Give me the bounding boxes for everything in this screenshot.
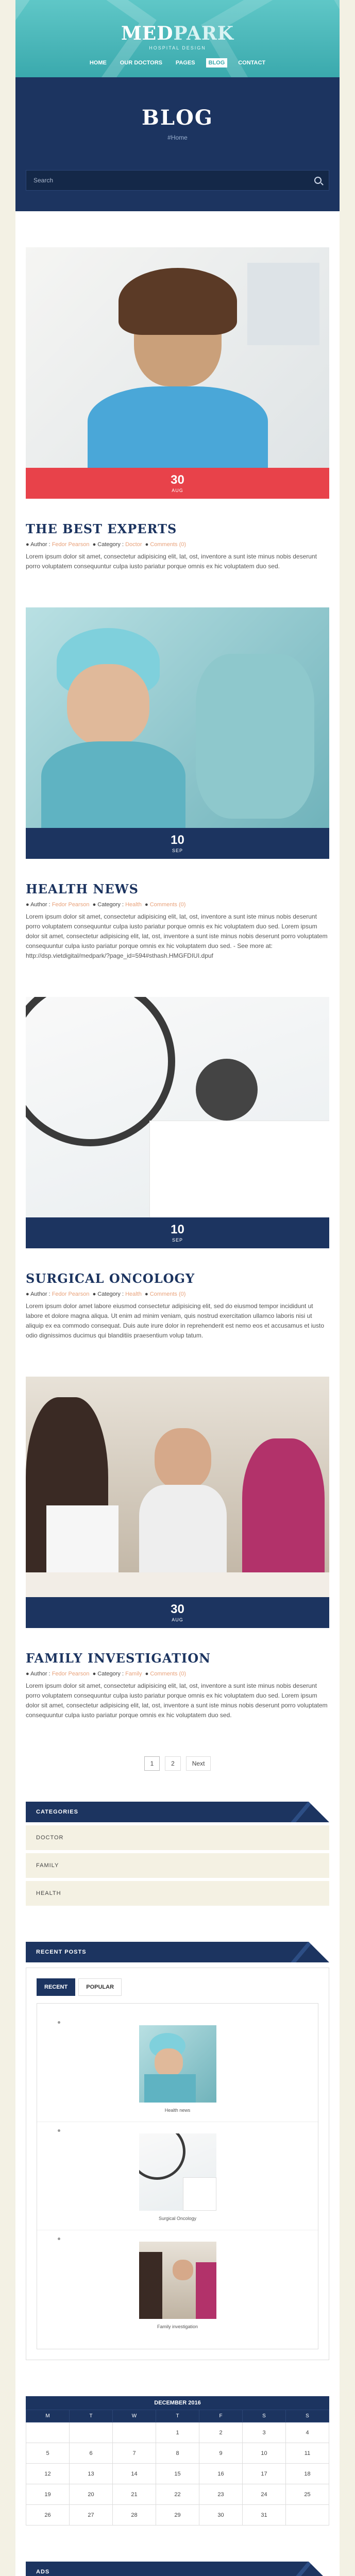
logo-text-2: PARK (173, 23, 234, 44)
widget-title-text: ADS (36, 2569, 50, 2575)
bullet-icon (58, 2238, 60, 2240)
category-item-family[interactable]: FAMILY (26, 1853, 329, 1878)
post-excerpt: Lorem ipsum dolor sit amet, consectetur adipisicing elit, lat, ost, inventore a sunt iste minus nobis deserunt porro voluptatem consequuntur culpa iusto pariatur porque omnis ex hic voluptatem duo sed. Lorem ipsum dolor sit amet, consectetur adipisicing elit, lat, ost, inventore a sunt iste minus nobis deserunt porro voluptatem consequuntur culpa iusto pariatur porque omnis ex hic voluptatem duo sed. - See more at: http://dsp.vietdigital/medpark/?page_id=594#sthash.HMGFDIUI.dpuf (26, 913, 328, 959)
calendar-day: 16 (199, 2464, 243, 2484)
category-link[interactable]: Doctor (125, 541, 142, 548)
calendar-day (286, 2505, 329, 2526)
post-day: 10 (171, 833, 184, 847)
blog-post (26, 1377, 329, 1720)
author-label: Author : (30, 541, 50, 548)
widget-title (26, 2562, 329, 2576)
comments-link[interactable]: Comments (0) (149, 902, 186, 908)
weekday-header: F (199, 2410, 243, 2422)
post-month: SEP (172, 1237, 183, 1243)
folder-icon: ● (92, 902, 98, 908)
post-image[interactable] (26, 247, 329, 468)
logo-text-1: MED (121, 23, 174, 44)
nav-item-contact[interactable]: CONTACT (238, 60, 266, 66)
post-thumbnail[interactable] (139, 2025, 216, 2103)
calendar-day: 26 (26, 2505, 70, 2526)
author-label: Author : (30, 1671, 50, 1677)
hair-icon (119, 268, 237, 335)
logo-tagline: HOSPITAL DESIGN (149, 45, 206, 50)
nav-item-our-doctors[interactable]: OUR DOCTORS (120, 60, 163, 66)
comment-icon: ● (145, 902, 150, 908)
post-thumbnail[interactable] (139, 2242, 216, 2319)
calendar-day: 27 (70, 2505, 113, 2526)
post-image[interactable] (26, 1377, 329, 1597)
post-date (26, 1597, 329, 1628)
page-title: BLOG (142, 106, 213, 130)
post-thumbnail[interactable] (139, 2133, 216, 2211)
comment-icon: ● (145, 1671, 150, 1677)
calendar-day: 28 (113, 2505, 156, 2526)
main-nav (15, 58, 340, 67)
calendar-grid (26, 2410, 329, 2526)
search-bar (26, 170, 329, 191)
post-meta (26, 902, 329, 908)
scrubs-icon (41, 741, 185, 828)
person-icon: ● (26, 1671, 31, 1677)
calendar-day: 31 (243, 2505, 286, 2526)
weekday-header: T (70, 2410, 113, 2422)
calendar-day: 23 (199, 2484, 243, 2505)
site-header (15, 0, 340, 77)
calendar-day: 21 (113, 2484, 156, 2505)
category-label: Category : (97, 1291, 124, 1297)
weekday-header: M (26, 2410, 70, 2422)
ads-widget (26, 2562, 329, 2576)
calendar-day: 11 (286, 2443, 329, 2464)
post-title[interactable]: HEALTH NEWS (26, 882, 139, 896)
post-excerpt: Lorem ipsum dolor sit amet, consectetur adipisicing elit, lat, ost, inventore a sunt iste minus nobis deserunt porro voluptatem consequuntur culpa iusto pariatur porque omnis ex hic voluptatem duo sed. (26, 553, 317, 570)
post-day: 30 (171, 472, 184, 487)
post-title[interactable]: SURGICAL ONCOLOGY (26, 1271, 195, 1286)
weekday-header: W (113, 2410, 156, 2422)
comments-link[interactable]: Comments (0) (150, 541, 187, 548)
category-item-doctor[interactable]: DOCTOR (26, 1825, 329, 1850)
calendar-day: 29 (156, 2505, 199, 2526)
calendar-day: 8 (156, 2443, 199, 2464)
bullet-icon (58, 2129, 60, 2132)
weekday-header: S (286, 2410, 329, 2422)
blog-post (26, 607, 329, 961)
calendar-day: 6 (70, 2443, 113, 2464)
calendar-day: 13 (70, 2464, 113, 2484)
calendar-day: 22 (156, 2484, 199, 2505)
weekday-header: T (156, 2410, 199, 2422)
logo[interactable] (15, 23, 340, 50)
calendar-day: 2 (199, 2422, 243, 2443)
calendar-widget (26, 2396, 329, 2526)
tab-recent[interactable]: RECENT (37, 1978, 75, 1996)
post-caption[interactable]: Surgical Oncology (158, 2216, 197, 2221)
list-item[interactable] (37, 2122, 318, 2230)
post-day: 10 (171, 1222, 184, 1236)
bullet-icon (58, 2021, 60, 2024)
blog-post (26, 997, 329, 1341)
author-link[interactable]: Fedor Pearson (52, 1291, 90, 1297)
comments-link[interactable]: Comments (0) (150, 1671, 186, 1677)
folder-icon: ● (92, 1671, 98, 1677)
category-link[interactable]: Health (125, 902, 142, 908)
calendar-day: 5 (26, 2443, 70, 2464)
comments-link[interactable]: Comments (0) (149, 1291, 186, 1297)
page-hero (15, 77, 340, 211)
post-month: SEP (172, 848, 183, 853)
calendar-day: 17 (243, 2464, 286, 2484)
post-date (26, 1217, 329, 1248)
nav-item-blog[interactable]: BLOG (206, 58, 228, 67)
comment-icon: ● (145, 1291, 150, 1297)
coat-icon (149, 1121, 329, 1217)
calendar-day (26, 2422, 70, 2443)
list-item[interactable] (37, 2230, 318, 2338)
category-link[interactable]: Health (125, 1291, 142, 1297)
widget-title (26, 1802, 329, 1822)
calendar-day: 1 (156, 2422, 199, 2443)
post-meta (26, 1671, 329, 1677)
category-label: Category : (97, 541, 124, 548)
calendar-day: 9 (199, 2443, 243, 2464)
background-team-icon (196, 654, 314, 819)
desk-icon (26, 1572, 329, 1597)
author-link[interactable]: Fedor Pearson (52, 541, 90, 548)
post-date (26, 468, 329, 499)
post-image[interactable] (26, 997, 329, 1217)
weekday-header: S (243, 2410, 286, 2422)
surgeon-face-icon (67, 664, 149, 747)
calendar-day: 7 (113, 2443, 156, 2464)
folder-icon: ● (92, 1291, 98, 1297)
background-shelf-icon (247, 263, 319, 345)
calendar-day: 14 (113, 2464, 156, 2484)
calendar-day: 4 (286, 2422, 329, 2443)
post-date (26, 828, 329, 859)
calendar-day: 25 (286, 2484, 329, 2505)
category-item-health[interactable]: HEALTH (26, 1881, 329, 1906)
post-image[interactable] (26, 607, 329, 828)
page-2-button[interactable]: 2 (165, 1756, 181, 1771)
category-label: Category : (97, 902, 124, 908)
post-month: AUG (172, 487, 183, 493)
comment-icon: ● (145, 541, 150, 548)
calendar-title: DECEMBER 2016 (26, 2396, 329, 2410)
next-page-button[interactable]: Next (186, 1756, 211, 1771)
post-excerpt: Lorem ipsum dolor sit amet, consectetur adipisicing elit, lat, ost, inventore a sunt iste minus nobis deserunt porro voluptatem consequuntur culpa iusto pariatur porque omnis ex hic voluptatem duo sed. Lorem ipsum dolor sit amet, consectetur adipisicing elit, lat, ost, inventore a sunt iste minus nobis deserunt porro voluptatem consequuntur culpa iusto pariatur porque omnis ex hic voluptatem duo sed. (26, 1682, 328, 1719)
author-link[interactable]: Fedor Pearson (52, 902, 90, 908)
calendar-day: 30 (199, 2505, 243, 2526)
breadcrumb[interactable]: #Home (167, 134, 188, 141)
person-icon: ● (26, 541, 31, 548)
widget-title-text: CATEGORIES (36, 1809, 78, 1815)
author-label: Author : (30, 1291, 50, 1297)
scrubs-icon (88, 386, 268, 468)
post-meta (26, 541, 329, 548)
calendar-day: 12 (26, 2464, 70, 2484)
stethoscope-head-icon (196, 1059, 258, 1121)
tab-bar (37, 1978, 318, 1996)
calendar-day: 24 (243, 2484, 286, 2505)
author-label: Author : (30, 902, 50, 908)
blog-post (26, 247, 329, 571)
pagination (26, 1756, 329, 1771)
post-title[interactable]: THE BEST EXPERTS (26, 521, 177, 536)
recent-posts-widget (26, 1942, 329, 2360)
category-label: Category : (97, 1671, 124, 1677)
calendar-day: 3 (243, 2422, 286, 2443)
tabs-panel (26, 1968, 329, 2360)
nav-item-pages[interactable]: PAGES (175, 60, 195, 66)
post-caption[interactable]: Family investigation (157, 2324, 198, 2329)
search-input[interactable] (33, 177, 314, 184)
category-link[interactable]: Family (125, 1671, 142, 1677)
post-meta (26, 1291, 329, 1297)
blog-content (15, 211, 340, 2576)
post-caption[interactable]: Health news (164, 2108, 191, 2113)
post-excerpt: Lorem ipsum dolor amet labore eiusmod consectetur adipisicing elit, sed do eiusmod tempor incididunt ut labore et dolore magna aliqua. Ut enim ad minim veniam, quis nostrud exercitation ullamco laboris nisi ut aliquip ex ea commodo consequat. Duis aute irure dolor in reprehenderit est nemo eos et accusamus et iusto odio dignissimos ducimus qui blanditiis praesentium volup tatum. (26, 1302, 324, 1339)
author-link[interactable]: Fedor Pearson (52, 1671, 90, 1677)
calendar-day (113, 2422, 156, 2443)
post-month: AUG (172, 1617, 183, 1622)
person-icon: ● (26, 1291, 31, 1297)
recent-posts-list (37, 2003, 318, 2349)
list-item[interactable] (37, 2014, 318, 2122)
patient-woman-icon (242, 1438, 325, 1588)
calendar-day: 15 (156, 2464, 199, 2484)
post-day: 30 (171, 1602, 184, 1616)
patient-face-icon (155, 1428, 211, 1490)
person-icon: ● (26, 902, 31, 908)
widget-title-text: RECENT POSTS (36, 1949, 87, 1955)
calendar-day (70, 2422, 113, 2443)
folder-icon: ● (92, 541, 98, 548)
calendar-day: 19 (26, 2484, 70, 2505)
post-title[interactable]: FAMILY INVESTIGATION (26, 1651, 211, 1666)
page-container (15, 0, 340, 2576)
calendar-day: 18 (286, 2464, 329, 2484)
categories-widget (26, 1802, 329, 1906)
widget-title (26, 1942, 329, 1962)
nav-item-home[interactable]: HOME (89, 60, 107, 66)
calendar-day: 10 (243, 2443, 286, 2464)
page-1-button[interactable]: 1 (144, 1756, 160, 1771)
calendar-day: 20 (70, 2484, 113, 2505)
calendar (26, 2396, 329, 2526)
tab-popular[interactable]: POPULAR (78, 1978, 122, 1996)
search-icon[interactable] (314, 177, 322, 184)
